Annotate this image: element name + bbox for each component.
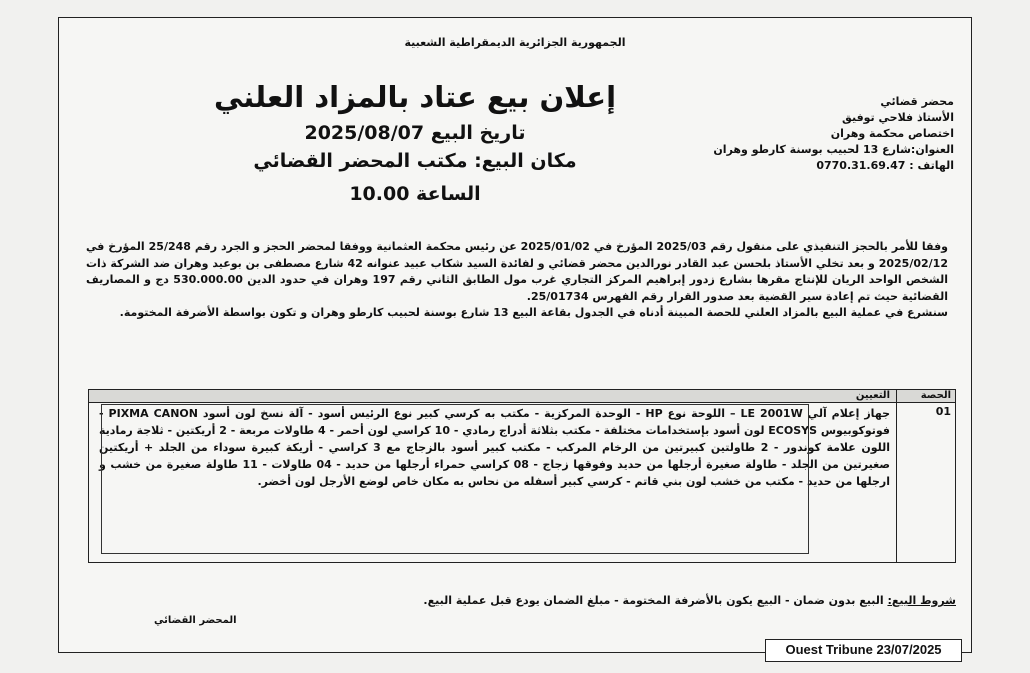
conditions-text: البيع بدون ضمان - البيع يكون بالأضرفة المختومة - مبلغ الضمان يودع قبل عملية البيع.: [423, 594, 888, 607]
office-line-name: الأستاذ فلاحي توفيق: [842, 111, 954, 124]
table-row: [89, 403, 955, 563]
newspaper-source-label: Ouest Tribune 23/07/2025: [765, 639, 962, 662]
sale-conditions: [356, 594, 956, 607]
body-paragraph-1: وفقا للأمر بالحجز التنفيذي على منقول رقم 2025/03 المؤرخ في 2025/01/02 عن رئيس محكمة العثمانية ووفقا لمحضر الحجز و الجرد رقم 25/248 المؤرخ في 2025/02/12 و بعد تخلي الأستاذ بلحسن عبد القادر نورالدين محضر قضائي و لفائدة السيد شكاب عبيد عنوانه 42 شارع مصطفى بن بوعيد وهران ضد الشركة ذات الشخص الواحد الريان للإنتاج مقرها بشارع زدور إبراهيم المركز التجاري غرب مول الطابق الثاني رقم 197 وهران في حدود الدين 530.000.00 دج و المصاريف القضائية حيث تم إعادة سير القضية بعد صدور القرار رقم الفهرس 25/01734.: [86, 240, 948, 303]
notice-body: [86, 239, 948, 322]
col-lot-header: الحصة: [896, 390, 955, 402]
republic-header: الجمهورية الجزائرية الديمقراطية الشعبية: [404, 36, 626, 49]
sale-place: مكان البيع: مكتب المحضر القضائي: [253, 150, 577, 172]
bailiff-office-block: [714, 94, 954, 174]
office-line-jurisdiction: اختصاص محكمة وهران: [830, 127, 954, 140]
lots-table-header: [89, 390, 955, 403]
body-paragraph-2: سنشرع في عملية البيع بالمزاد العلني للحصة المبينة أدناه في الجدول بقاعة البيع 13 شارع بوسنة لحبيب كارطو وهران و تكون بواسطة الأضرفة المختومة.: [119, 306, 948, 320]
lot-number: 01: [896, 403, 955, 563]
lots-table: [88, 389, 956, 563]
office-line-address: العنوان:شارع 13 لحبيب بوسنة كارطو وهران: [713, 143, 954, 156]
sale-date: تاريخ البيع 2025/08/07: [304, 122, 526, 144]
sale-time: الساعة 10.00: [349, 183, 481, 205]
notice-title: إعلان بيع عتاد بالمزاد العلني: [213, 80, 617, 114]
office-line-title: محضر قضائي: [880, 95, 954, 108]
office-line-phone: الهاتف : 0770.31.69.47: [816, 159, 954, 172]
col-desc-header: التعيين: [855, 390, 890, 401]
conditions-label: شروط البيع:: [887, 594, 956, 607]
signature: المحضر القضائي: [154, 615, 237, 626]
lot-description: جهاز إعلام آلي LE 2001W – اللوحة نوع HP - الوحدة المركزية - مكتب به كرسي كبير نوع الرئيس أسود - آلة نسخ لون أسود PIXMA CANON - فوتوكوبيوس ECOSYS لون أسود بإستخدامات مختلفة - مكتب بثلاثة أدراج رمادي - 10 كراسي لون أحمر - 4 طاولات مربعة - 2 أريكتين - ثلاجة رمادية اللون علامة كوندور - 2 طاولتين كبيرتين من الرخام المركب - مكتب كبير أسود بالزجاج مع 3 كراسي - أريكة كبيرة سوداء من الجلد + أريكتين صغيرتين من الجلد - طاولة صغيرة أرجلها من حديد وفوقها زجاج - 08 كراسي حمراء أرجلها من حديد - 04 طاولات - 11 طاولة صغيرة من خشب و ارجلها من حديد - مكتب من خشب لون بني قاتم - كرسي كبير أسفله من نحاس به مكان خاص لوضع الأرجل لون أخضر.: [99, 407, 891, 488]
